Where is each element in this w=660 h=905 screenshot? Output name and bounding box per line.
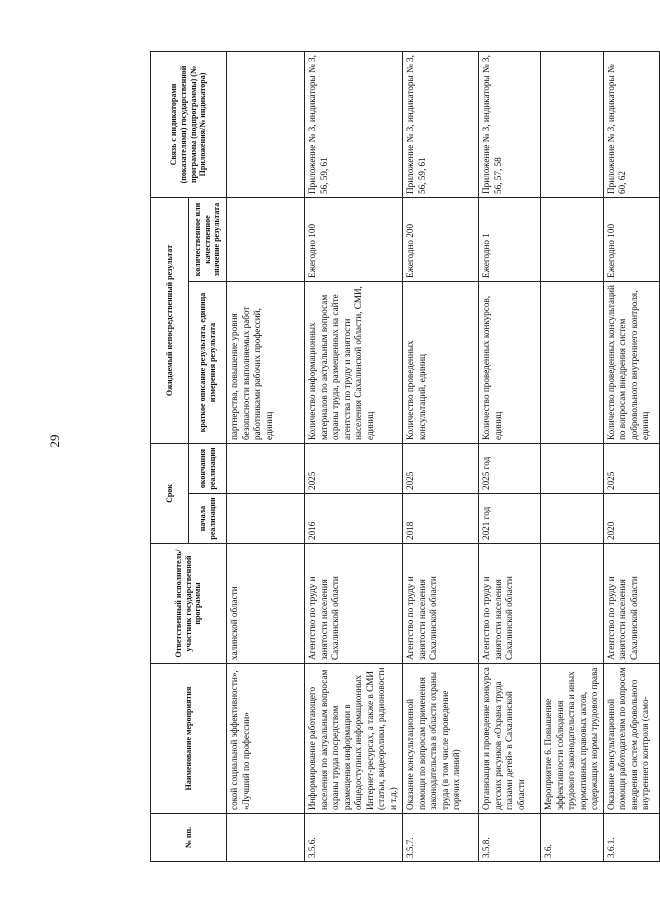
cell-num: 3.6. xyxy=(541,814,604,862)
cell-link xyxy=(541,52,604,198)
cell-name: Организация и проведение конкурса детских рисунков «Охрана труда глазами детей» в Сахалинской области xyxy=(479,664,541,814)
cell-value: Ежегодно 100 xyxy=(305,198,403,282)
cell-value: Ежегодно 1 xyxy=(479,198,541,282)
cell-end: 2025 xyxy=(603,444,659,494)
cell-start xyxy=(227,494,305,544)
table-row xyxy=(541,52,604,862)
table-row xyxy=(603,52,659,862)
cell-end: 2025 год xyxy=(479,444,541,494)
cell-num: 3.5.8. xyxy=(479,814,541,862)
table-container xyxy=(150,52,650,862)
cell-name: сокой социальной эффективности», «Лучший по профессии» xyxy=(227,664,305,814)
cell-link: Приложение № 3, индикаторы № 60, 62 xyxy=(603,52,659,198)
cell-num: 3.5.7. xyxy=(403,814,479,862)
header-responsible: Ответственный исполнитель/участник государственной программы xyxy=(151,544,227,664)
cell-desc xyxy=(541,282,604,444)
header-term: Срок xyxy=(151,444,189,544)
cell-desc: Количество проведенных конкурсов, единиц xyxy=(479,282,541,444)
page-number: 29 xyxy=(47,434,62,448)
cell-value: Ежегодно 200 xyxy=(403,198,479,282)
measures-table xyxy=(150,51,660,862)
cell-end: 2025 xyxy=(305,444,403,494)
cell-name: Мероприятие 6. Повышение эффективности соблюдения трудового законодательства и иных нормативных правовых актов, содержащих нормы трудового права xyxy=(541,664,604,814)
cell-link: Приложение № 3, индикаторы № 3, 56, 57, 58 xyxy=(479,52,541,198)
table-row xyxy=(479,52,541,862)
header-result: Ожидаемый непосредственный результат xyxy=(151,198,189,444)
cell-responsible: Агентство по труду и занятости населения Сахалинской области xyxy=(603,544,659,664)
cell-num: 3.5.6. xyxy=(305,814,403,862)
cell-end xyxy=(227,444,305,494)
cell-responsible xyxy=(541,544,604,664)
cell-num: 3.6.1. xyxy=(603,814,659,862)
cell-name: Оказание консультационной помощи работодателям по вопросам внедрения систем добровольного внутреннего контроля (само- xyxy=(603,664,659,814)
cell-value: Ежегодно 100 xyxy=(603,198,659,282)
cell-link: Приложение № 3, индикаторы № 3, 56, 59, 61 xyxy=(403,52,479,198)
cell-name: Информирование работающего населения по актуальным вопросам охраны труда посредством размещения информации в общедоступных информационных Интернет-ресурсах, а также в СМИ (статьи, видеоролики, радионовости и т.д.) xyxy=(305,664,403,814)
cell-link: Приложение № 3, индикаторы № 3, 56, 59, 61 xyxy=(305,52,403,198)
cell-responsible: Агентство по труду и занятости населения Сахалинской области xyxy=(305,544,403,664)
cell-desc: Количество информационных материалов по актуальным вопросам охраны труда, размещенных на сайте агентства по труду и занятости населения Сахалинской области, СМИ, единиц xyxy=(305,282,403,444)
cell-name: Оказание консультационной помощи по вопросам применения законодательства в области охраны труда (в том числе проведение горячих линий) xyxy=(403,664,479,814)
cell-start: 2016 xyxy=(305,494,403,544)
header-link: Связь с индикаторами (показателями) государственной программы (подпрограммы) (№ Приложения/№ индикатора) xyxy=(151,52,227,198)
cell-desc: партнерства, повышение уровня безопасности выполняемых работ работниками рабочих профессий, единиц xyxy=(227,282,305,444)
cell-value xyxy=(541,198,604,282)
cell-start: 2021 год xyxy=(479,494,541,544)
cell-num xyxy=(227,814,305,862)
cell-end xyxy=(541,444,604,494)
header-num: № пп. xyxy=(151,814,227,862)
cell-end: 2025 xyxy=(403,444,479,494)
cell-value xyxy=(227,198,305,282)
cell-start xyxy=(541,494,604,544)
cell-start: 2020 xyxy=(603,494,659,544)
cell-responsible: халинской области xyxy=(227,544,305,664)
cell-responsible: Агентство по труду и занятости населения Сахалинской области xyxy=(479,544,541,664)
cell-desc: Количество проведенных консультаций по вопросам внедрения систем добровольного внутреннего контроля, единиц xyxy=(603,282,659,444)
header-term-end: окончания реализации xyxy=(189,444,227,494)
cell-desc: Количество проведенных консультаций, единиц xyxy=(403,282,479,444)
cell-responsible: Агентство по труду и занятости населения Сахалинской области xyxy=(403,544,479,664)
header-term-start: начала реализации xyxy=(189,494,227,544)
table-row xyxy=(403,52,479,862)
table-row xyxy=(227,52,305,862)
header-result-value: количественное или качественное значение результата xyxy=(189,198,227,282)
cell-link xyxy=(227,52,305,198)
header-result-desc: краткое описание результата, единица измерения результата xyxy=(189,282,227,444)
cell-start: 2018 xyxy=(403,494,479,544)
table-row xyxy=(305,52,403,862)
header-name: Наименование мероприятия xyxy=(151,664,227,814)
